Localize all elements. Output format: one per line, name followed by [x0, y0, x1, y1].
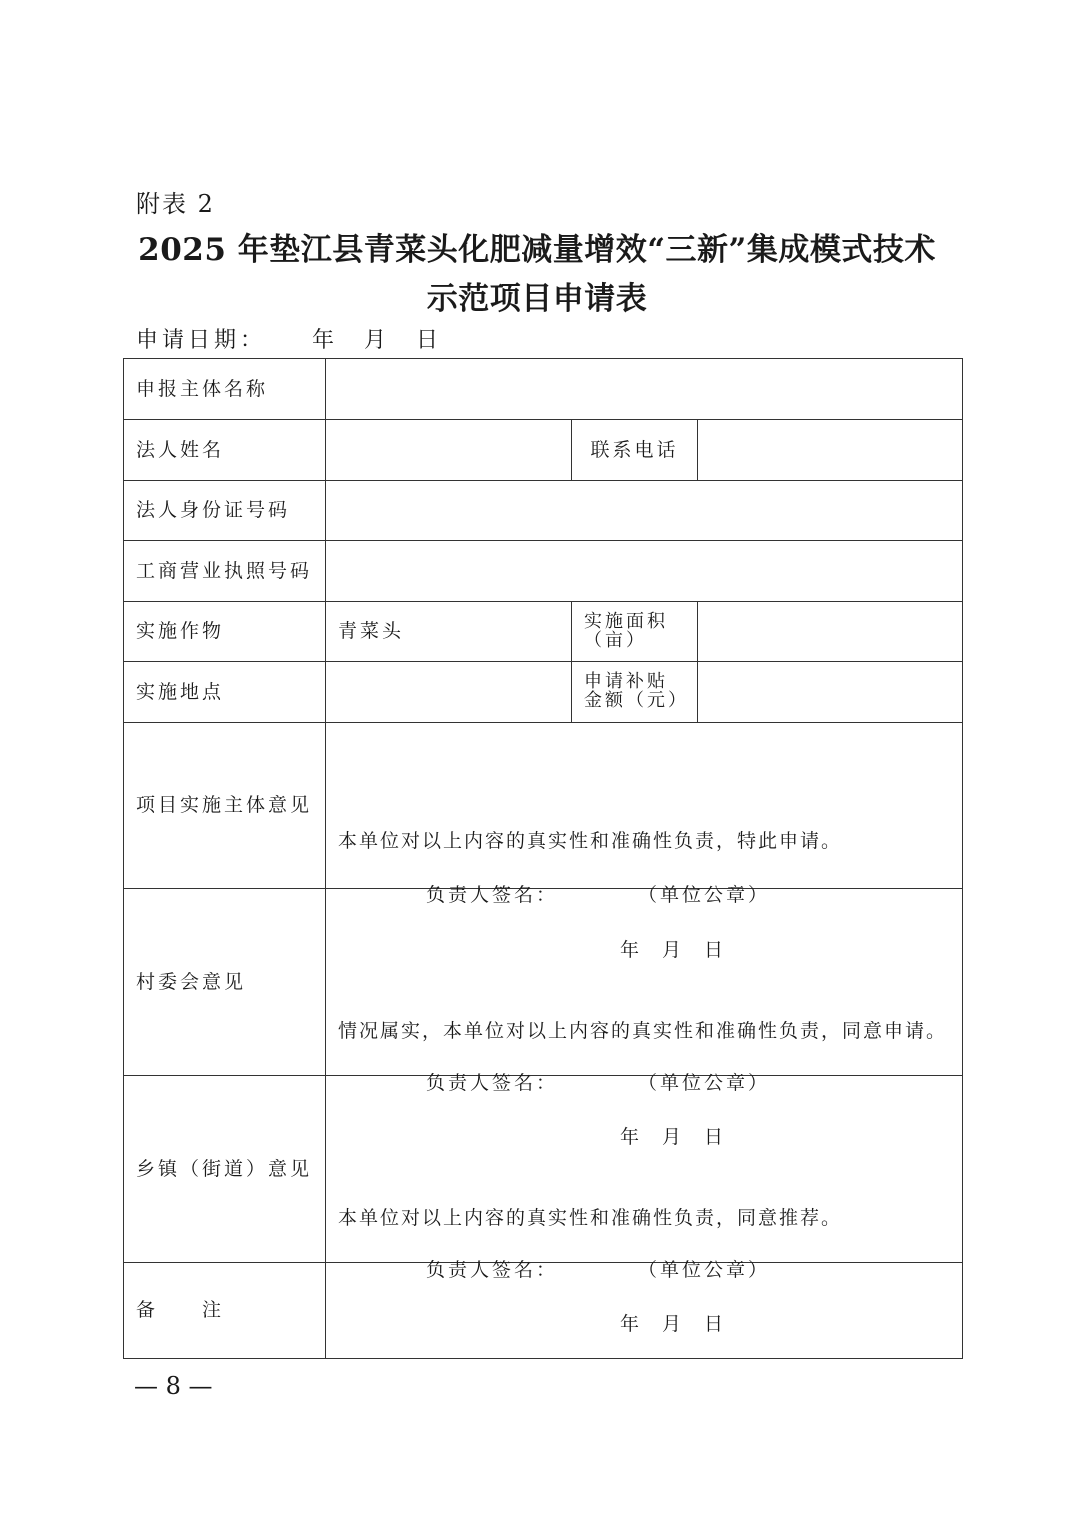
- row-township-opinion: [124, 1076, 963, 1263]
- month-label: 月: [662, 938, 685, 961]
- township-opinion-field[interactable]: [326, 1076, 963, 1335]
- location-field[interactable]: [326, 662, 572, 723]
- form-title-line1: 2025 年垫江县青菜头化肥减量增效“三新”集成模式技术: [138, 232, 936, 268]
- row-legal-person: [124, 420, 963, 481]
- legal-person-label: 法人姓名: [124, 420, 326, 481]
- legal-person-field[interactable]: [326, 420, 572, 481]
- row-implementer-opinion: [124, 723, 963, 889]
- day-label: 日: [704, 1126, 727, 1148]
- implementer-date: [620, 939, 726, 962]
- township-statement: 本单位对以上内容的真实性和准确性负责，同意推荐。: [338, 1207, 843, 1229]
- month-label: 月: [662, 1126, 685, 1148]
- business-license-field[interactable]: [326, 541, 963, 602]
- year-label: 年: [620, 1126, 643, 1148]
- village-statement: 情况属实，本单位对以上内容的真实性和准确性负责，同意申请。: [338, 1020, 948, 1042]
- row-location: [124, 662, 963, 723]
- applicant-name-label: 申报主体名称: [124, 359, 326, 420]
- area-field[interactable]: [698, 602, 963, 662]
- crop-label: 实施作物: [124, 602, 326, 662]
- row-applicant: [124, 359, 963, 420]
- annex-label: 附表 2: [136, 190, 215, 218]
- subsidy-label: 申请补贴金额（元）: [572, 662, 698, 723]
- date-year: 年: [312, 328, 339, 353]
- year-label: 年: [620, 1313, 643, 1335]
- date-day: 日: [416, 328, 443, 353]
- area-label: 实施面积（亩）: [572, 602, 698, 662]
- month-label: 月: [662, 1313, 685, 1335]
- village-opinion-label: 村委会意见: [124, 889, 326, 1076]
- date-month: 月: [364, 328, 391, 353]
- township-opinion-label: 乡镇（街道）意见: [124, 1076, 326, 1263]
- implementer-statement: 本单位对以上内容的真实性和准确性负责，特此申请。: [338, 829, 843, 852]
- remarks-label: 备 注: [124, 1263, 326, 1359]
- implementer-sign-label: 负责人签名：: [426, 883, 559, 906]
- day-label: 日: [704, 1313, 727, 1335]
- village-opinion-field[interactable]: [326, 889, 963, 1148]
- row-crop: [124, 602, 963, 662]
- id-number-field[interactable]: [326, 481, 963, 541]
- applicant-name-field[interactable]: [326, 359, 963, 420]
- village-seal-label: （单位公章）: [638, 1072, 771, 1094]
- phone-field[interactable]: [698, 420, 963, 481]
- village-sign-label: 负责人签名：: [426, 1072, 559, 1094]
- page-number: — 8 —: [134, 1372, 213, 1400]
- township-sign-label: 负责人签名：: [426, 1259, 559, 1281]
- implementer-opinion-field[interactable]: [326, 723, 963, 961]
- business-license-label: 工商营业执照号码: [124, 541, 326, 602]
- id-number-label: 法人身份证号码: [124, 481, 326, 541]
- form-title-line2: 示范项目申请表: [426, 281, 648, 317]
- implementer-opinion-label: 项目实施主体意见: [124, 723, 326, 889]
- location-label: 实施地点: [124, 662, 326, 723]
- row-id-number: [124, 481, 963, 541]
- phone-label: 联系电话: [572, 420, 698, 481]
- township-seal-label: （单位公章）: [638, 1259, 771, 1281]
- application-form-table: [123, 358, 963, 1359]
- day-label: 日: [704, 938, 727, 961]
- implementer-seal-label: （单位公章）: [638, 883, 771, 906]
- row-village-opinion: [124, 889, 963, 1076]
- subsidy-field[interactable]: [698, 662, 963, 723]
- village-date: [620, 1126, 726, 1149]
- application-date-label: 申请日期：: [136, 328, 267, 353]
- year-label: 年: [620, 938, 643, 961]
- row-business-license: [124, 541, 963, 602]
- application-date: [136, 323, 442, 354]
- crop-value[interactable]: 青菜头: [326, 602, 572, 662]
- township-date: [620, 1313, 726, 1336]
